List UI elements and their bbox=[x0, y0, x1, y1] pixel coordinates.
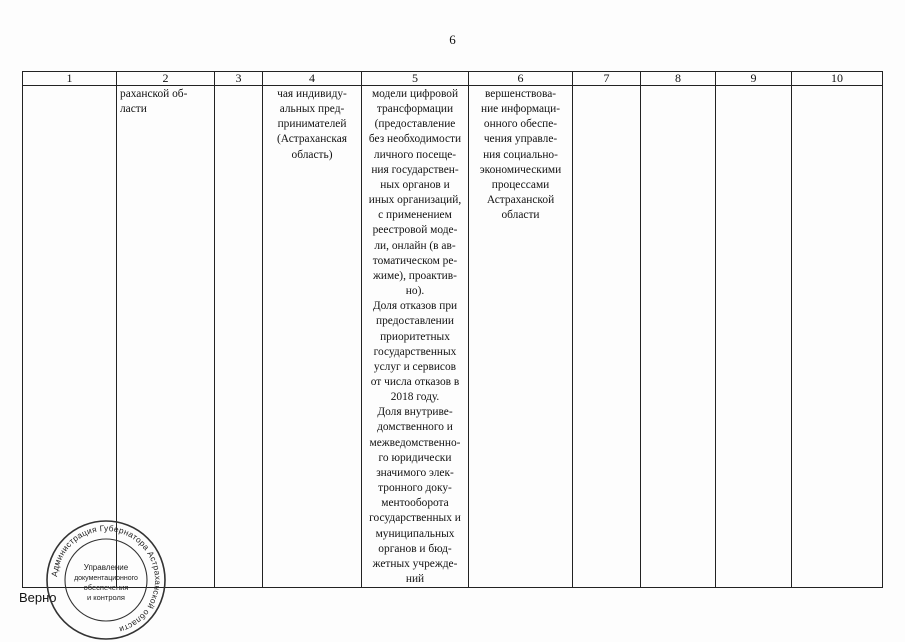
cell-col7 bbox=[573, 86, 641, 588]
column-header-8: 8 bbox=[641, 72, 716, 86]
header-row bbox=[23, 72, 883, 86]
official-seal-stamp bbox=[44, 518, 168, 642]
page-number: 6 bbox=[449, 32, 456, 47]
seal-line-1: Управление bbox=[83, 563, 129, 572]
cell-col5: модели цифровой трансформации (предоставление без необходимости личного посеще- ния государствен- ных органов и иных организаций, с применением реестровой моде- ли, онлайн (в ав- томатическом ре- жиме), проактив- но). Доля отказов при предоставлении приоритетных государственных услуг и сервисов от числа отказов в 2018 году. Доля внутриве- домственного и межведомственно- го юридически значимого элек- тронного доку- ментооборота государственных и муниципальных органов и бюд- жетных учрежде- ний bbox=[362, 86, 469, 588]
cell-col2: раханской об- ласти bbox=[117, 86, 215, 588]
cell-col6: вершенствова- ние информаци- онного обеспе- чения управле- ния социально- экономическими процессами Астраханской области bbox=[469, 86, 573, 588]
seal-outer-text: Администрация Губернатора Астраханской области bbox=[49, 522, 164, 636]
document-table bbox=[22, 71, 883, 588]
cell-col4: чая индивиду- альных пред- принимателей (Астраханская область) bbox=[263, 86, 362, 588]
column-header-9: 9 bbox=[716, 72, 792, 86]
cell-col10 bbox=[792, 86, 883, 588]
cell-col3 bbox=[215, 86, 263, 588]
column-header-5: 5 bbox=[362, 72, 469, 86]
verification-note: Верно bbox=[19, 590, 57, 605]
cell-col1 bbox=[23, 86, 117, 588]
column-header-6: 6 bbox=[469, 72, 573, 86]
cell-col8 bbox=[641, 86, 716, 588]
column-header-7: 7 bbox=[573, 72, 641, 86]
column-header-10: 10 bbox=[792, 72, 883, 86]
column-header-1: 1 bbox=[23, 72, 117, 86]
seal-line-2: документационного bbox=[74, 575, 138, 582]
table-row bbox=[23, 86, 883, 588]
column-header-2: 2 bbox=[117, 72, 215, 86]
cell-col9 bbox=[716, 86, 792, 588]
column-header-4: 4 bbox=[263, 72, 362, 86]
column-header-3: 3 bbox=[215, 72, 263, 86]
seal-line-3: обеспечения bbox=[83, 583, 129, 592]
seal-line-4: и контроля bbox=[86, 593, 126, 602]
